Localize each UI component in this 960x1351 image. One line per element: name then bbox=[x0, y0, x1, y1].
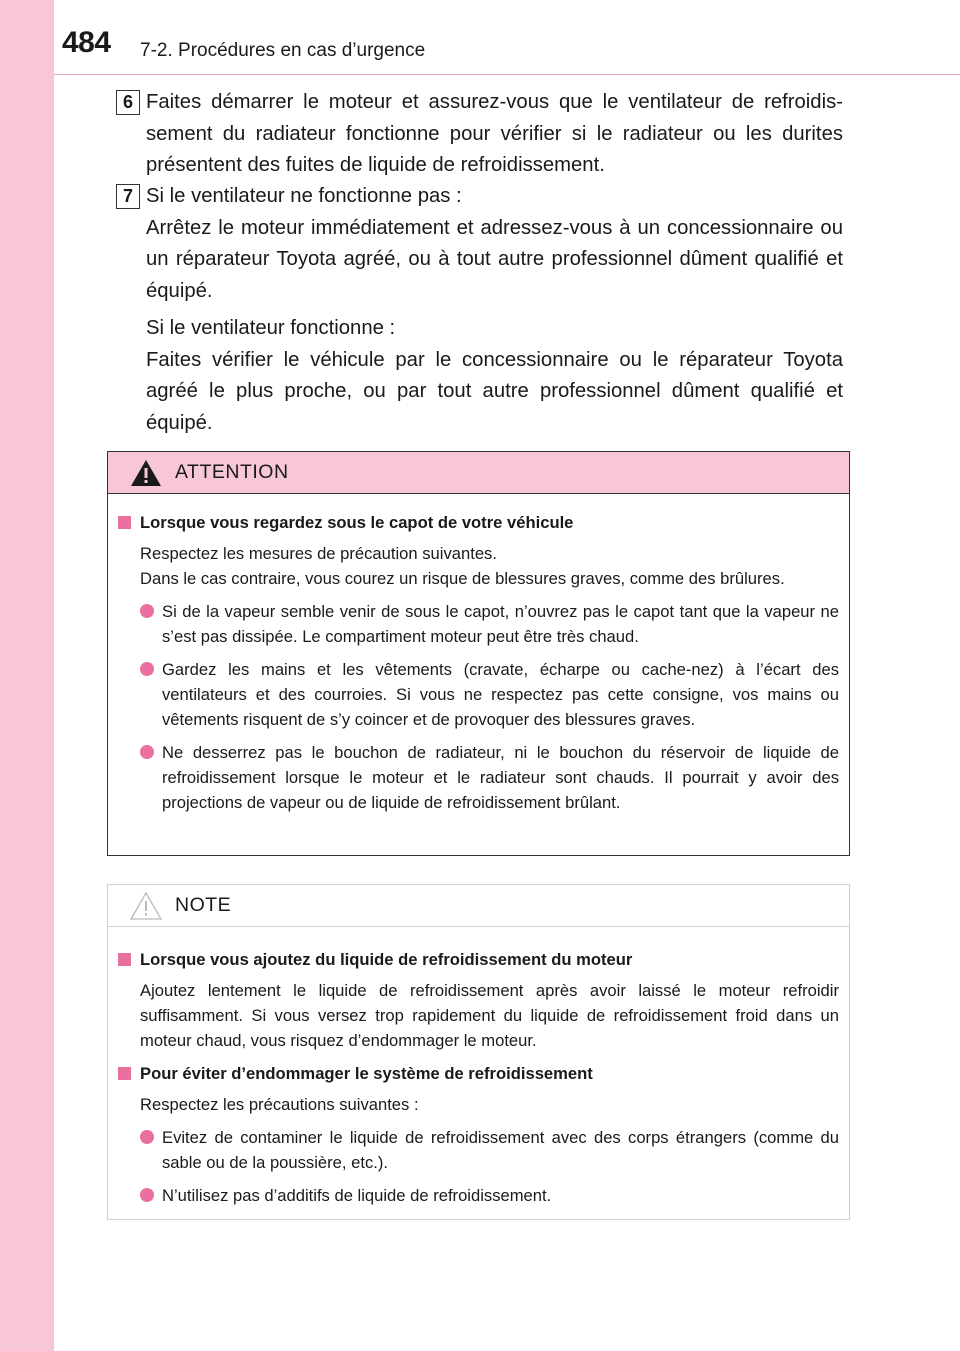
section-title: 7-2. Procédures en cas d’urgence bbox=[140, 40, 426, 61]
page-number: 484 bbox=[62, 26, 111, 59]
header-divider bbox=[54, 74, 960, 75]
note-box bbox=[107, 884, 850, 1220]
step-number: 6 bbox=[116, 90, 140, 115]
step-body bbox=[146, 181, 843, 439]
step-number: 7 bbox=[116, 184, 140, 209]
step-paragraph: Faites vérifier le véhicule par le concessionnaire ou le réparateur Toyota agréé le plus proche, ou par tout autre professionnel dûment qualifié et équipé. bbox=[146, 348, 843, 434]
step-paragraph: Si le ventilateur ne fonctionne pas : bbox=[146, 185, 462, 207]
warning-outline-icon bbox=[130, 891, 162, 921]
square-bullet-icon bbox=[118, 516, 131, 529]
note-header bbox=[108, 885, 849, 927]
attention-bullet: Si de la vapeur semble venir de sous le capot, n’ouvrez pas le capot tant que la vapeur ne s’est pas dissipée. Le compartiment moteur peut être très chaud. bbox=[118, 599, 839, 649]
side-color-bar bbox=[0, 0, 54, 1351]
note-title: NOTE bbox=[175, 894, 232, 916]
step-7 bbox=[116, 181, 843, 439]
attention-intro: Dans le cas contraire, vous courez un risque de blessures graves, comme des brûlures. bbox=[140, 569, 785, 588]
attention-title: ATTENTION bbox=[175, 461, 289, 483]
step-body bbox=[146, 87, 843, 182]
circle-bullet-icon bbox=[140, 1188, 154, 1202]
note-bullet: Evitez de contaminer le liquide de refroidissement avec des corps étrangers (comme du sable ou de la poussière, etc.). bbox=[118, 1125, 839, 1175]
attention-bullet: Gardez les mains et les vêtements (cravate, écharpe ou cache-nez) à l’écart des ventilateurs et des courroies. Si vous ne respectez pas cette consigne, vos mains ou vêtements risquent de s’y coincer et de provoquer des blessures graves. bbox=[118, 657, 839, 732]
step-paragraph: Si le ventilateur fonctionne : bbox=[146, 317, 396, 339]
square-bullet-icon bbox=[118, 1067, 131, 1080]
note-text: Respectez les précautions suivantes : bbox=[140, 1095, 419, 1114]
step-6 bbox=[116, 87, 843, 182]
note-bullet: N’utilisez pas d’additifs de liquide de refroidissement. bbox=[118, 1183, 839, 1208]
circle-bullet-icon bbox=[140, 662, 154, 676]
note-content bbox=[108, 927, 849, 1208]
warning-triangle-icon bbox=[130, 458, 162, 488]
attention-bullet: Ne desserrez pas le bouchon de radiateur, ni le bouchon du réservoir de liquide de refroidissement lorsque le moteur et le radiateur sont chauds. Il pourrait y avoir des projections de vapeur ou de liquide de refroidissement brûlant. bbox=[118, 740, 839, 815]
circle-bullet-icon bbox=[140, 1130, 154, 1144]
attention-subheading: Lorsque vous regardez sous le capot de votre véhicule bbox=[118, 510, 839, 535]
circle-bullet-icon bbox=[140, 745, 154, 759]
note-subheading: Pour éviter d’endommager le système de refroidissement bbox=[118, 1061, 839, 1086]
attention-header bbox=[108, 452, 849, 494]
circle-bullet-icon bbox=[140, 604, 154, 618]
step-paragraph: Faites démarrer le moteur et assurez-vous que le ventilateur de refroidissement du radiateur fonctionne pour vérifier si le radiateur ou les durites présentent des fuites de liquide de refroidissement. bbox=[146, 91, 843, 176]
step-paragraph: Arrêtez le moteur immédiatement et adressez-vous à un concessionnaire ou un réparateur Toyota agréé, ou à tout autre professionnel dûment qualifié et équipé. bbox=[146, 216, 843, 302]
note-text: Ajoutez lentement le liquide de refroidissement après avoir laissé le moteur refroidir suffisamment. Si vous versez trop rapidement du liquide de refroidissement froid dans un moteur chaud, vous risquez d’endommager le moteur. bbox=[140, 981, 839, 1050]
attention-box bbox=[107, 451, 850, 856]
attention-content bbox=[108, 494, 849, 815]
note-subheading: Lorsque vous ajoutez du liquide de refroidissement du moteur bbox=[118, 947, 839, 972]
square-bullet-icon bbox=[118, 953, 131, 966]
attention-intro: Respectez les mesures de précaution suivantes. bbox=[140, 544, 497, 563]
